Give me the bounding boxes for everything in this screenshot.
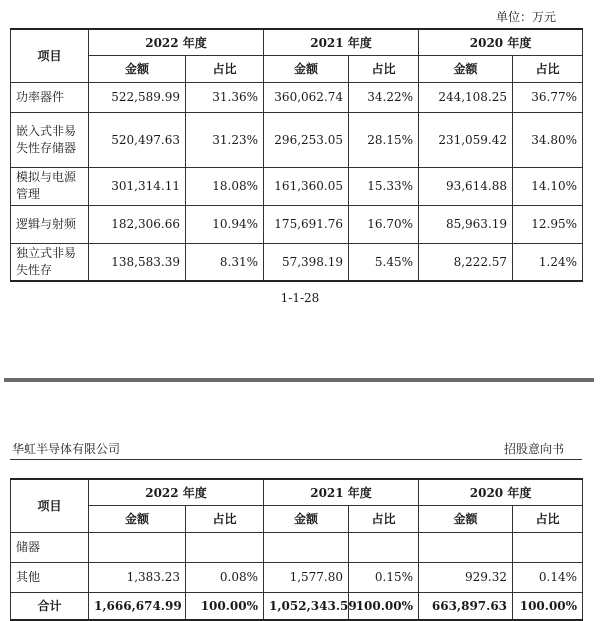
cell-amount: 360,062.74 [264, 82, 349, 112]
cell-amount: 301,314.11 [89, 167, 186, 205]
header-amount: 金额 [89, 55, 186, 82]
header-year-2021: 2021 年度 [264, 29, 419, 55]
cell-amount: 929.32 [419, 562, 513, 592]
cell-ratio: 10.94% [186, 205, 264, 243]
header-year-2022: 2022 年度 [89, 479, 264, 505]
header-amount: 金额 [264, 55, 349, 82]
cell-amount: 1,383.23 [89, 562, 186, 592]
cell-amount: 93,614.88 [419, 167, 513, 205]
cell-ratio [186, 532, 264, 562]
cell-ratio: 31.23% [186, 112, 264, 167]
header-item: 项目 [11, 29, 89, 82]
cell-amount: 8,222.57 [419, 243, 513, 281]
cell-amount: 231,059.42 [419, 112, 513, 167]
cell-amount: 1,052,343.59 [264, 592, 349, 620]
header-ratio: 占比 [349, 55, 419, 82]
header-ratio: 占比 [186, 505, 264, 532]
cell-ratio: 15.33% [349, 167, 419, 205]
document-type: 招股意向书 [503, 442, 564, 456]
cell-ratio: 8.31% [186, 243, 264, 281]
table-row [11, 205, 583, 243]
cell-ratio: 100.00% [186, 592, 264, 620]
table-row [11, 532, 583, 562]
cell-ratio: 34.80% [513, 112, 583, 167]
cell-ratio: 14.10% [513, 167, 583, 205]
table-row [11, 562, 583, 592]
cell-amount: 522,589.99 [89, 82, 186, 112]
header-year-2022: 2022 年度 [89, 29, 264, 55]
row-label: 嵌入式非易失性存储器 [11, 112, 89, 167]
row-label: 独立式非易失性存 [11, 243, 89, 281]
page-separator [4, 378, 594, 382]
row-label: 其他 [11, 562, 89, 592]
cell-amount: 663,897.63 [419, 592, 513, 620]
unit-label: 单位：万元 [496, 10, 557, 24]
header-amount: 金额 [419, 55, 513, 82]
cell-amount: 1,577.80 [264, 562, 349, 592]
cell-ratio: 0.15% [349, 562, 419, 592]
header-ratio: 占比 [513, 55, 583, 82]
cell-amount: 1,666,674.99 [89, 592, 186, 620]
row-label: 模拟与电源管理 [11, 167, 89, 205]
cell-ratio [349, 532, 419, 562]
cell-ratio: 16.70% [349, 205, 419, 243]
cell-amount: 138,583.39 [89, 243, 186, 281]
cell-amount [264, 532, 349, 562]
revenue-table-part1 [10, 28, 583, 282]
row-label: 合计 [11, 592, 89, 620]
header-year-2020: 2020 年度 [419, 479, 583, 505]
cell-ratio: 1.24% [513, 243, 583, 281]
row-label: 逻辑与射频 [11, 205, 89, 243]
cell-amount: 161,360.05 [264, 167, 349, 205]
cell-amount: 520,497.63 [89, 112, 186, 167]
header-amount: 金额 [419, 505, 513, 532]
cell-ratio: 100.00% [349, 592, 419, 620]
header-year-2020: 2020 年度 [419, 29, 583, 55]
cell-amount: 57,398.19 [264, 243, 349, 281]
page-number: 1-1-28 [280, 291, 320, 305]
header-rule [10, 459, 582, 460]
table-row [11, 243, 583, 281]
cell-ratio: 100.00% [513, 592, 583, 620]
cell-ratio: 5.45% [349, 243, 419, 281]
cell-ratio: 31.36% [186, 82, 264, 112]
row-label: 储器 [11, 532, 89, 562]
cell-ratio: 0.08% [186, 562, 264, 592]
header-amount: 金额 [264, 505, 349, 532]
cell-ratio: 28.15% [349, 112, 419, 167]
cell-amount: 296,253.05 [264, 112, 349, 167]
table-row [11, 167, 583, 205]
cell-ratio: 0.14% [513, 562, 583, 592]
header-ratio: 占比 [513, 505, 583, 532]
cell-ratio [513, 532, 583, 562]
header-year-2021: 2021 年度 [264, 479, 419, 505]
cell-ratio: 18.08% [186, 167, 264, 205]
cell-ratio: 36.77% [513, 82, 583, 112]
revenue-table-part2 [10, 478, 583, 621]
table-row [11, 112, 583, 167]
company-name: 华虹半导体有限公司 [12, 442, 121, 456]
cell-amount: 244,108.25 [419, 82, 513, 112]
total-row [11, 592, 583, 620]
cell-ratio: 34.22% [349, 82, 419, 112]
cell-amount: 182,306.66 [89, 205, 186, 243]
cell-amount [89, 532, 186, 562]
cell-amount [419, 532, 513, 562]
header-amount: 金额 [89, 505, 186, 532]
header-item: 项目 [11, 479, 89, 532]
row-label: 功率器件 [11, 82, 89, 112]
header-ratio: 占比 [186, 55, 264, 82]
cell-ratio: 12.95% [513, 205, 583, 243]
header-ratio: 占比 [349, 505, 419, 532]
cell-amount: 85,963.19 [419, 205, 513, 243]
table-row [11, 82, 583, 112]
cell-amount: 175,691.76 [264, 205, 349, 243]
